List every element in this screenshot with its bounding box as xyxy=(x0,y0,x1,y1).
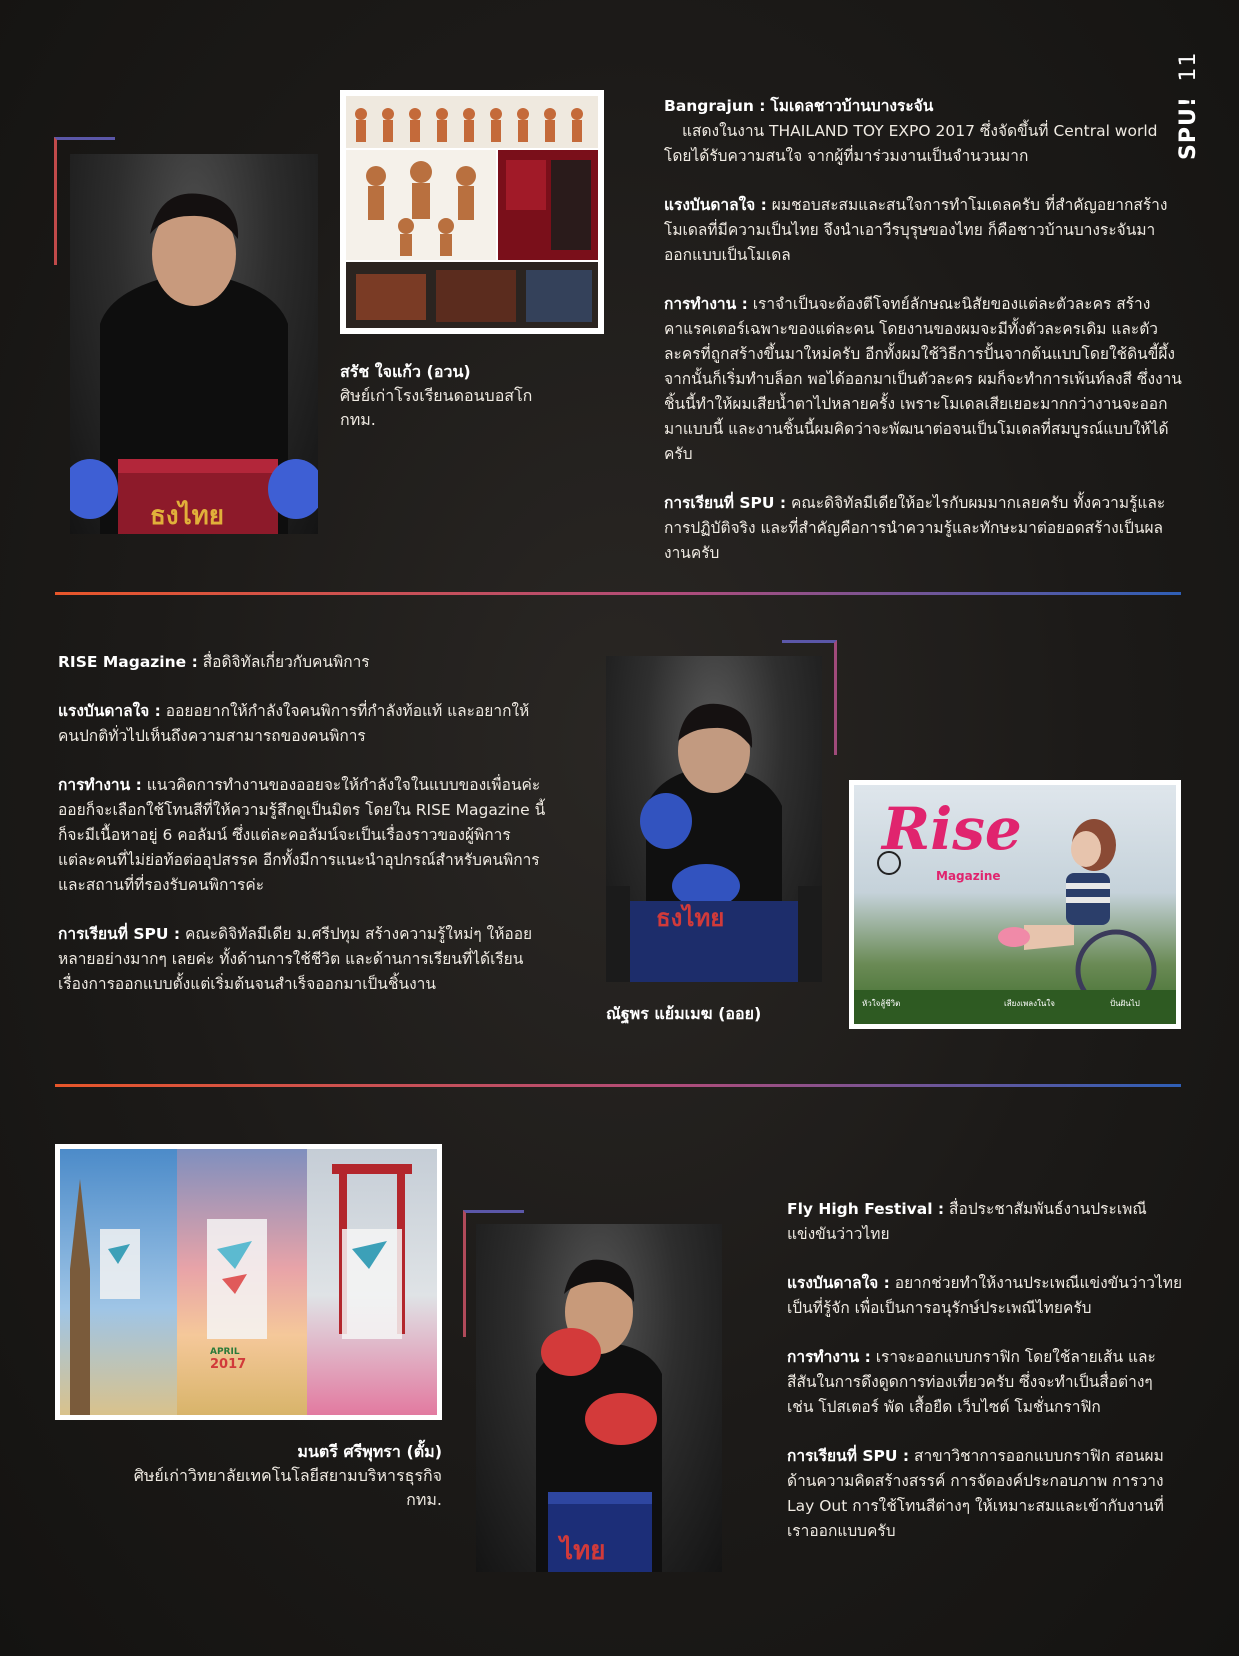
footer-label-2: เสียงเพลงในใจ xyxy=(1004,999,1055,1008)
footer-label-3: ปั่นฝันไป xyxy=(1110,999,1140,1008)
inspiration-label: แรงบันดาลใจ : xyxy=(58,702,161,720)
project-subtitle: สื่อดิจิทัลเกี่ยวกับคนพิการ xyxy=(202,653,370,671)
portrait-photo-oil xyxy=(606,656,822,982)
footer-label-1: หัวใจสู้ชีวิต xyxy=(862,999,901,1008)
portrait-photo-ouan xyxy=(70,154,318,534)
inspiration-text: ออยอยากให้กำลังใจคนพิการที่กำลังท้อแท้ และอยากให้คนปกติทั่วไปเห็นถึงความสามารถของคนพิการ xyxy=(58,702,530,745)
person-caption-ouan xyxy=(340,360,580,432)
project-subtitle: สื่อประชาสัมพันธ์งานประเพณีแข่งขันว่าวไทย xyxy=(787,1200,1147,1243)
boxer-illustration xyxy=(606,656,822,982)
person-name: สรัช ใจแก้ว (อวน) xyxy=(340,362,471,381)
work-label: การทำงาน : xyxy=(58,776,142,794)
learn-text: คณะดิจิทัลมีเดีย ม.ศรีปทุม สร้างความรู้ใหม่ๆ ให้ออยหลายอย่างมากๆ เลยค่ะ ทั้งด้านการใช้ชีวิต และด้านการเรียนที่ได้เรียนเรื่องการออกแบบตั้งแต่เริ่มต้นจนสำเร็จออกมาเป็นชิ้นงาน xyxy=(58,925,533,993)
fly-high-poster-image xyxy=(55,1144,442,1420)
work-label: การทำงาน : xyxy=(787,1348,871,1366)
learn-label: การเรียนที่ SPU : xyxy=(58,925,181,943)
bangrajun-description xyxy=(664,94,1184,590)
ticket-month: APRIL xyxy=(210,1347,240,1357)
learn-label: การเรียนที่ SPU : xyxy=(664,494,787,512)
bangrajun-collage-image xyxy=(340,90,604,334)
fly-high-description xyxy=(787,1197,1183,1568)
svg-text:ธงไทย: ธงไทย xyxy=(150,501,225,531)
person-school: ศิษย์เก่าวิทยาลัยเทคโนโลยีสยามบริหารธุรกิจ xyxy=(133,1466,442,1485)
project-title: Fly High Festival : xyxy=(787,1200,945,1218)
section-divider-2 xyxy=(55,1084,1181,1087)
inspiration-text: อยากช่วยทำให้งานประเพณีแข่งขันว่าวไทยเป็นที่รู้จัก เพื่อเป็นการอนุรักษ์ประเพณีไทยครับ xyxy=(787,1274,1183,1317)
person-school: ศิษย์เก่าโรงเรียนดอนบอสโก xyxy=(340,386,533,405)
rise-description xyxy=(58,650,548,1021)
inspiration-label: แรงบันดาลใจ : xyxy=(787,1274,890,1292)
work-text: แนวคิดการทำงานของออยจะให้กำลังใจในแบบของเพื่อนค่ะ ออยก็จะเลือกใช้โทนสีที่ให้ความรู้สึกดูเป็นมิตร โดยใน RISE Magazine นี้ก็จะมีเนื้อหาอยู่ 6 คอลัมน์ ซึ่งแต่ละคอลัมน์จะเป็นเรื่องราวของผู้พิการแต่ละคนที่ไม่ย่อท้อต่ออุปสรรค อีกทั้งมีการแนะนำอุปกรณ์สำหรับคนพิการ และสถานที่ที่รองรับคนพิการค่ะ xyxy=(58,776,546,894)
portrait-photo-tam xyxy=(476,1224,722,1572)
svg-text:ธงไทย: ธงไทย xyxy=(656,904,725,932)
person-name: ณัฐพร แย้มเมฆ (ออย) xyxy=(606,1004,762,1023)
project-subtitle: โมเดลชาวบ้านบางระจัน xyxy=(770,97,934,115)
work-text: เราจะออกแบบกราฟิก โดยใช้ลายเส้น และสีสันในการดึงดูดการท่องเที่ยวครับ ซึ่งจะทำเป็นสื่อต่างๆ เช่น โปสเตอร์ พัด เสื้อยืด เว็บไซต์ โมชั่นกราฟิก xyxy=(787,1348,1156,1416)
boxer-illustration xyxy=(70,154,318,534)
work-label: การทำงาน : xyxy=(664,295,748,313)
inspiration-label: แรงบันดาลใจ : xyxy=(664,196,767,214)
page-number: 11 xyxy=(1176,51,1201,82)
person-caption-oil xyxy=(606,1002,826,1026)
project-title: Bangrajun : xyxy=(664,97,766,115)
project-title: RISE Magazine : xyxy=(58,653,198,671)
person-caption-tam xyxy=(55,1440,442,1512)
rise-logo-sub: Magazine xyxy=(936,869,1001,883)
learn-text: คณะดิจิทัลมีเดียให้อะไรกับผมมากเลยครับ ทั้งความรู้และการปฏิบัติจริง และที่สำคัญคือการนำความรู้และทักษะมาต่อยอดสร้างเป็นผลงานครับ xyxy=(664,494,1166,562)
work-text: เราจำเป็นจะต้องตีโจทย์ลักษณะนิสัยของแต่ละตัวละคร สร้างคาแรคเตอร์เฉพาะของแต่ละคน โดยงานของผมจะมีทั้งตัวละครเดิม และตัวละครที่ถูกสร้างขึ้นมาใหม่ครับ อีกทั้งผมใช้วิธีการปั้นจากต้นแบบโดยใช้ดินขี้ผึ้ง จากนั้นก็เริ่มทำบล็อก พอได้ออกมาเป็นตัวละคร ผมก็จะทำการเพ้นท์ลงสี ซึ่งงานชิ้นนี้ทำให้ผมเสียน้ำตาไปหลายครั้ง เพราะโมเดลเสียเยอะมากกว่างานจะออกมาแบบนี้ และงานชิ้นนี้ผมคิดว่าจะพัฒนาต่อจนเป็นโมเดลที่สมบูรณ์แบบให้ได้ครับ xyxy=(664,295,1182,463)
section-divider-1 xyxy=(55,592,1181,595)
project-intro: แสดงในงาน THAILAND TOY EXPO 2017 ซึ่งจัดขึ้นที่ Central world โดยได้รับความสนใจ จากผู้ที่มาร่วมงานเป็นจำนวนมาก xyxy=(664,122,1158,165)
person-name: มนตรี ศรีพุทรา (ตั้ม) xyxy=(297,1442,442,1461)
person-city: กทม. xyxy=(406,1490,442,1509)
rise-magazine-cover-image xyxy=(849,780,1181,1029)
ticket-year: 2017 xyxy=(210,1357,247,1372)
learn-text: สาขาวิชาการออกแบบกราฟิก สอนผมด้านความคิดสร้างสรรค์ การจัดองค์ประกอบภาพ การวาง Lay Out การใช้โทนสีต่างๆ ให้เหมาะสมและเข้ากับงานที่เราออกแบบครับ xyxy=(787,1447,1164,1540)
person-city: กทม. xyxy=(340,410,376,429)
inspiration-text: ผมชอบสะสมและสนใจการทำโมเดลครับ ที่สำคัญอยากสร้างโมเดลที่มีความเป็นไทย จึงนำเอาวีรบุรุษของไทย ก็คือชาวบ้านบางระจันมาออกแบบเป็นโมเดล xyxy=(664,196,1168,264)
brand-logo: SPU! xyxy=(1176,96,1201,160)
svg-text:ไทย: ไทย xyxy=(560,1536,606,1566)
rise-logo: Rise xyxy=(882,795,1022,863)
boxer-illustration xyxy=(476,1224,722,1572)
learn-label: การเรียนที่ SPU : xyxy=(787,1447,910,1465)
